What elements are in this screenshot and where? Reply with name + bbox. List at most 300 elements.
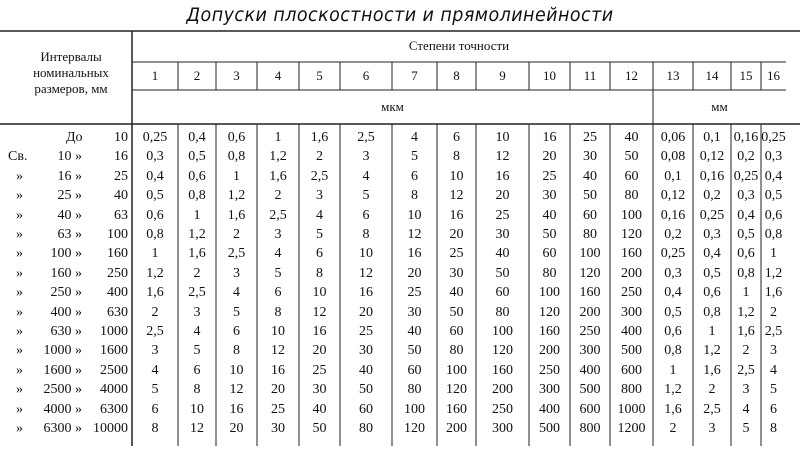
table-cell: 160: [492, 362, 513, 378]
interval-prefix: До: [66, 130, 83, 145]
table-cell: 4: [274, 246, 282, 262]
interval-to: 25: [114, 168, 128, 184]
table-cell: 0,6: [146, 207, 164, 223]
table-cell: 100: [621, 207, 642, 223]
table-cell: 0,16: [699, 168, 725, 184]
interval-from: 250 »: [50, 285, 82, 301]
interval-to: 10: [114, 130, 128, 145]
degree-2: 2: [193, 68, 201, 83]
table-cell: 60: [359, 401, 373, 417]
table-cell: 80: [359, 421, 373, 436]
table-cell: 60: [449, 324, 464, 339]
table-cell: 40: [312, 401, 327, 417]
interval-to: 40: [114, 188, 128, 204]
degree-5: 5: [316, 68, 323, 83]
table-cell: 25: [449, 246, 464, 262]
intervals-label-line-2: номинальных: [33, 65, 109, 80]
table-cell: 0,6: [664, 324, 682, 339]
table-cell: 16: [312, 324, 327, 339]
interval-from: 40 »: [57, 207, 82, 223]
table-cell: 80: [542, 265, 557, 281]
interval-prefix: »: [16, 246, 23, 262]
table-cell: 12: [312, 304, 327, 320]
table-cell: 30: [312, 382, 327, 398]
table-cell: 16: [449, 207, 464, 223]
table-cell: 3: [274, 227, 282, 242]
table-cell: 0,5: [664, 304, 682, 320]
table-cell: 6: [151, 401, 159, 417]
interval-prefix: »: [16, 207, 23, 223]
table-cell: 1: [669, 362, 677, 378]
table-cell: 1,2: [737, 304, 755, 320]
table-cell: 200: [446, 421, 467, 436]
table-cell: 4: [362, 168, 370, 184]
interval-from: 2500 »: [43, 382, 82, 398]
table-cell: 250: [539, 362, 560, 378]
table-cell: 4: [151, 362, 159, 378]
table-cell: 3: [770, 343, 777, 359]
table-cell: 1,6: [310, 130, 329, 145]
table-cell: 30: [359, 343, 373, 359]
interval-from: 10 »: [57, 149, 82, 165]
table-cell: 0,4: [737, 207, 755, 223]
table-cell: 8: [193, 382, 201, 398]
table-cell: 2: [233, 227, 240, 242]
table-cell: 300: [492, 421, 513, 436]
table-cell: 0,5: [764, 188, 783, 204]
table-cell: 16: [229, 401, 244, 417]
table-cell: 1,6: [664, 401, 682, 417]
table-cell: 6: [411, 168, 418, 184]
interval-from: 16 »: [57, 168, 82, 184]
table-cell: 1,6: [269, 168, 287, 184]
table-cell: 300: [579, 343, 601, 359]
table-cell: 60: [542, 246, 557, 262]
interval-to: 10000: [93, 421, 128, 436]
table-cell: 50: [312, 421, 327, 436]
table-cell: 0,1: [664, 168, 682, 184]
table-cell: 0,12: [699, 149, 725, 165]
interval-to: 400: [107, 285, 128, 301]
table-cell: 10: [449, 168, 464, 184]
interval-prefix: »: [16, 227, 23, 242]
degree-14: 14: [705, 68, 719, 83]
table-cell: 2,5: [269, 207, 287, 223]
table-cell: 0,2: [737, 149, 755, 165]
table-cell: 120: [621, 227, 642, 242]
table-cell: 300: [621, 304, 642, 320]
table-cell: 100: [404, 401, 425, 417]
table-cell: 0,8: [227, 149, 246, 165]
degree-10: 10: [543, 68, 556, 83]
table-cell: 1: [770, 246, 777, 262]
table-cell: 1,2: [269, 149, 287, 165]
table-cell: 0,1: [703, 130, 721, 145]
degree-9: 9: [499, 68, 506, 83]
interval-from: 6300 »: [43, 421, 82, 436]
degree-4: 4: [274, 68, 282, 83]
table-cell: 25: [495, 207, 510, 223]
table-cell: 0,4: [703, 246, 721, 262]
interval-from: 63 »: [57, 227, 82, 242]
interval-prefix: »: [16, 324, 23, 339]
table-cell: 5: [316, 227, 323, 242]
table-cell: 0,5: [188, 149, 206, 165]
table-cell: 3: [193, 304, 201, 320]
interval-from: 160 »: [50, 265, 82, 281]
table-cell: 25: [312, 362, 327, 378]
table-cell: 1,2: [188, 227, 206, 242]
interval-to: 1600: [100, 343, 128, 359]
interval-to: 2500: [100, 362, 128, 378]
table-cell: 2,5: [310, 168, 329, 184]
table-cell: 16: [495, 168, 510, 184]
table-cell: 6: [193, 362, 201, 378]
table-cell: 5: [362, 188, 370, 204]
interval-to: 630: [107, 304, 128, 320]
table-cell: 2: [708, 382, 716, 398]
table-cell: 0,25: [733, 168, 759, 184]
degree-6: 6: [362, 68, 370, 83]
table-cell: 4: [193, 324, 201, 339]
table-cell: 500: [621, 343, 642, 359]
interval-prefix: »: [16, 304, 23, 320]
interval-prefix: Св.: [8, 149, 28, 165]
table-cell: 2,5: [188, 285, 206, 301]
interval-prefix: »: [16, 362, 23, 378]
table-cell: 8: [151, 421, 159, 436]
table-cell: 12: [407, 227, 422, 242]
interval-to: 250: [107, 265, 128, 281]
table-cell: 20: [312, 343, 327, 359]
table-cell: 10: [229, 362, 244, 378]
table-cell: 1,2: [146, 265, 164, 281]
table-cell: 6: [316, 246, 323, 262]
interval-prefix: »: [16, 421, 23, 436]
table-cell: 600: [621, 362, 642, 378]
table-cell: 400: [539, 401, 560, 417]
table-cell: 0,16: [733, 130, 759, 145]
table-cell: 10: [407, 207, 422, 223]
table-cell: 20: [271, 382, 285, 398]
table-cell: 10: [495, 130, 510, 145]
table-cell: 0,25: [761, 130, 786, 145]
table-cell: 10: [271, 324, 285, 339]
table-cell: 200: [492, 382, 513, 398]
table-cell: 10: [312, 285, 327, 301]
table-cell: 2,5: [764, 324, 783, 339]
table-cell: 0,5: [703, 265, 721, 281]
interval-to: 6300: [100, 401, 128, 417]
table-cell: 1,2: [703, 343, 721, 359]
table-cell: 50: [449, 304, 464, 320]
table-cell: 1,6: [227, 207, 246, 223]
table-cell: 25: [407, 285, 422, 301]
table-cell: 2,5: [737, 362, 755, 378]
table-cell: 30: [271, 421, 285, 436]
table-cell: 50: [407, 343, 422, 359]
table-cell: 25: [359, 324, 373, 339]
table-cell: 200: [539, 343, 560, 359]
table-cell: 3: [151, 343, 159, 359]
table-cell: 100: [579, 246, 601, 262]
table-cell: 500: [539, 421, 560, 436]
table-cell: 12: [271, 343, 285, 359]
degree-11: 11: [583, 68, 597, 83]
degree-7: 7: [411, 68, 418, 83]
table-cell: 5: [193, 343, 201, 359]
table-cell: 12: [495, 149, 510, 165]
table-cell: 0,3: [703, 227, 721, 242]
table-cell: 400: [579, 362, 601, 378]
table-cell: 120: [539, 304, 560, 320]
table-cell: 100: [539, 285, 560, 301]
table-cell: 0,4: [664, 285, 682, 301]
table-cell: 800: [579, 421, 601, 436]
table-cell: 80: [495, 304, 510, 320]
page-title: Допуски плоскостности и прямолинейности: [186, 4, 614, 26]
table-cell: 50: [583, 188, 597, 204]
table-cell: 160: [621, 246, 642, 262]
table-cell: 120: [492, 343, 513, 359]
table-cell: 160: [539, 324, 560, 339]
table-cell: 8: [316, 265, 323, 281]
table-cell: 800: [621, 382, 642, 398]
table-cell: 80: [583, 227, 597, 242]
table-cell: 250: [492, 401, 513, 417]
interval-to: 63: [114, 207, 128, 223]
table-cell: 25: [583, 130, 597, 145]
interval-to: 4000: [100, 382, 128, 398]
table-cell: 0,06: [660, 130, 686, 145]
table-cell: 120: [446, 382, 467, 398]
table-cell: 0,5: [737, 227, 755, 242]
table-cell: 1: [742, 285, 750, 301]
table-cell: 2,5: [357, 130, 375, 145]
interval-from: 100 »: [50, 246, 82, 262]
table-cell: 50: [359, 382, 373, 398]
table-cell: 50: [495, 265, 510, 281]
table-cell: 4: [742, 401, 750, 417]
table-cell: 6: [362, 207, 370, 223]
degree-3: 3: [233, 68, 240, 83]
table-cell: 6: [453, 130, 460, 145]
table-cell: 40: [407, 324, 422, 339]
table-cell: 2,5: [227, 246, 246, 262]
table-cell: 8: [362, 227, 370, 242]
table-cell: 0,3: [764, 149, 783, 165]
table-cell: 25: [542, 168, 557, 184]
table-cell: 30: [583, 149, 597, 165]
table-cell: 0,6: [737, 246, 755, 262]
interval-to: 1000: [100, 324, 128, 339]
interval-prefix: »: [16, 382, 23, 398]
degree-16: 16: [767, 68, 780, 83]
table-cell: 0,8: [146, 227, 164, 242]
table-cell: 0,8: [764, 227, 783, 242]
table-cell: 8: [770, 421, 777, 436]
table-cell: 0,4: [764, 168, 783, 184]
unit-mm-label: мм: [711, 99, 728, 114]
table-cell: 8: [411, 188, 418, 204]
table-cell: 8: [453, 149, 460, 165]
table-cell: 0,25: [699, 207, 725, 223]
table-cell: 600: [579, 401, 601, 417]
table-cell: 0,25: [142, 130, 168, 145]
table-cell: 6: [770, 401, 777, 417]
table-cell: 5: [274, 265, 282, 281]
table-cell: 8: [274, 304, 282, 320]
interval-prefix: »: [16, 343, 23, 359]
table-cell: 10: [359, 246, 373, 262]
table-cell: 0,8: [664, 343, 682, 359]
table-cell: 2: [193, 265, 201, 281]
interval-prefix: »: [16, 188, 23, 204]
table-cell: 0,3: [737, 188, 755, 204]
table-cell: 40: [359, 362, 373, 378]
unit-um-label: мкм: [381, 99, 404, 114]
table-cell: 200: [579, 304, 601, 320]
table-cell: 20: [542, 149, 557, 165]
table-cell: 2: [669, 421, 677, 436]
interval-from: 4000 »: [43, 401, 82, 417]
table-cell: 30: [449, 265, 464, 281]
table-cell: 80: [449, 343, 464, 359]
table-cell: 0,25: [660, 246, 686, 262]
table-cell: 200: [621, 265, 642, 281]
table-cell: 1: [274, 130, 282, 145]
table-cell: 1,6: [737, 324, 755, 339]
table-cell: 40: [449, 285, 464, 301]
table-cell: 0,08: [660, 149, 686, 165]
intervals-label-line-1: Интервалы: [40, 49, 102, 64]
table-cell: 50: [624, 149, 639, 165]
table-cell: 10: [190, 401, 204, 417]
table-cell: 0,2: [703, 188, 721, 204]
table-cell: 500: [579, 382, 601, 398]
table-cell: 2,5: [703, 401, 721, 417]
table-cell: 1: [708, 324, 716, 339]
table-cell: 60: [624, 168, 639, 184]
table-cell: 30: [495, 227, 510, 242]
table-cell: 0,4: [188, 130, 206, 145]
interval-from: 400 »: [50, 304, 82, 320]
table-cell: 80: [624, 188, 639, 204]
table-cell: 2: [742, 343, 750, 359]
table-cell: 16: [542, 130, 557, 145]
table-cell: 0,6: [227, 130, 246, 145]
table-cell: 5: [770, 382, 777, 398]
table-cell: 40: [542, 207, 557, 223]
table-cell: 30: [407, 304, 422, 320]
table-cell: 400: [621, 324, 642, 339]
degrees-header: Степени точности: [408, 38, 510, 53]
table-cell: 0,8: [188, 188, 206, 204]
table-cell: 2: [274, 188, 282, 204]
table-cell: 0,5: [146, 188, 164, 204]
table-cell: 1200: [617, 421, 646, 436]
table-cell: 6: [274, 285, 282, 301]
table-cell: 20: [495, 188, 510, 204]
interval-from: 1000 »: [43, 343, 82, 359]
table-cell: 2: [316, 149, 323, 165]
table-cell: 3: [362, 149, 370, 165]
table-cell: 100: [446, 362, 467, 378]
table-cell: 16: [407, 246, 422, 262]
interval-from: [30, 129, 82, 147]
interval-prefix: »: [16, 401, 23, 417]
table-cell: 20: [359, 304, 373, 320]
table-cell: 1: [233, 168, 240, 184]
table-cell: 120: [579, 265, 601, 281]
table-cell: 3: [742, 382, 750, 398]
degree-1: 1: [151, 68, 159, 83]
degree-12: 12: [625, 68, 638, 83]
table-cell: 80: [407, 382, 422, 398]
table-cell: 0,6: [188, 168, 206, 184]
table-cell: 30: [542, 188, 557, 204]
table-cell: 40: [583, 168, 597, 184]
table-cell: 0,16: [660, 207, 686, 223]
table-cell: 0,2: [664, 227, 682, 242]
table-cell: 4: [316, 207, 323, 223]
table-cell: 2,5: [146, 324, 164, 339]
table-cell: 160: [446, 401, 467, 417]
table-cell: 20: [229, 421, 244, 436]
table-cell: 12: [449, 188, 464, 204]
degree-8: 8: [453, 68, 460, 83]
table-cell: 250: [579, 324, 601, 339]
table-cell: 12: [229, 382, 244, 398]
table-cell: 0,8: [703, 304, 721, 320]
table-cell: 16: [359, 285, 373, 301]
table-cell: 1,6: [146, 285, 164, 301]
table-cell: 60: [407, 362, 422, 378]
table-cell: 6: [233, 324, 240, 339]
table-cell: 60: [495, 285, 510, 301]
table-cell: 16: [271, 362, 285, 378]
table-cell: 100: [492, 324, 513, 339]
interval-prefix: »: [16, 168, 23, 184]
table-cell: 1,6: [188, 246, 206, 262]
table-cell: 25: [271, 401, 285, 417]
table-cell: 3: [708, 421, 716, 436]
table-cell: 1: [151, 246, 159, 262]
table-cell: 1,6: [703, 362, 721, 378]
table-cell: 3: [233, 265, 240, 281]
degree-13: 13: [666, 68, 680, 83]
table-cell: 20: [407, 265, 422, 281]
table-cell: 1000: [617, 401, 646, 417]
table-cell: 1: [193, 207, 201, 223]
interval-from: 25 »: [57, 188, 82, 204]
table-cell: 3: [316, 188, 323, 204]
table-cell: 5: [742, 421, 750, 436]
table-cell: 0,12: [660, 188, 686, 204]
table-cell: 12: [190, 421, 204, 436]
table-cell: 0,6: [764, 207, 783, 223]
table-cell: 0,8: [737, 265, 755, 281]
intervals-label-line-3: размеров, мм: [34, 81, 108, 96]
table-cell: 4: [770, 362, 777, 378]
table-cell: 1,2: [664, 382, 682, 398]
table-cell: 2: [770, 304, 777, 320]
table-cell: 0,4: [146, 168, 164, 184]
table-cell: 250: [621, 285, 642, 301]
table-cell: 8: [233, 343, 240, 359]
table-cell: 4: [233, 285, 240, 301]
table-cell: 40: [495, 246, 510, 262]
